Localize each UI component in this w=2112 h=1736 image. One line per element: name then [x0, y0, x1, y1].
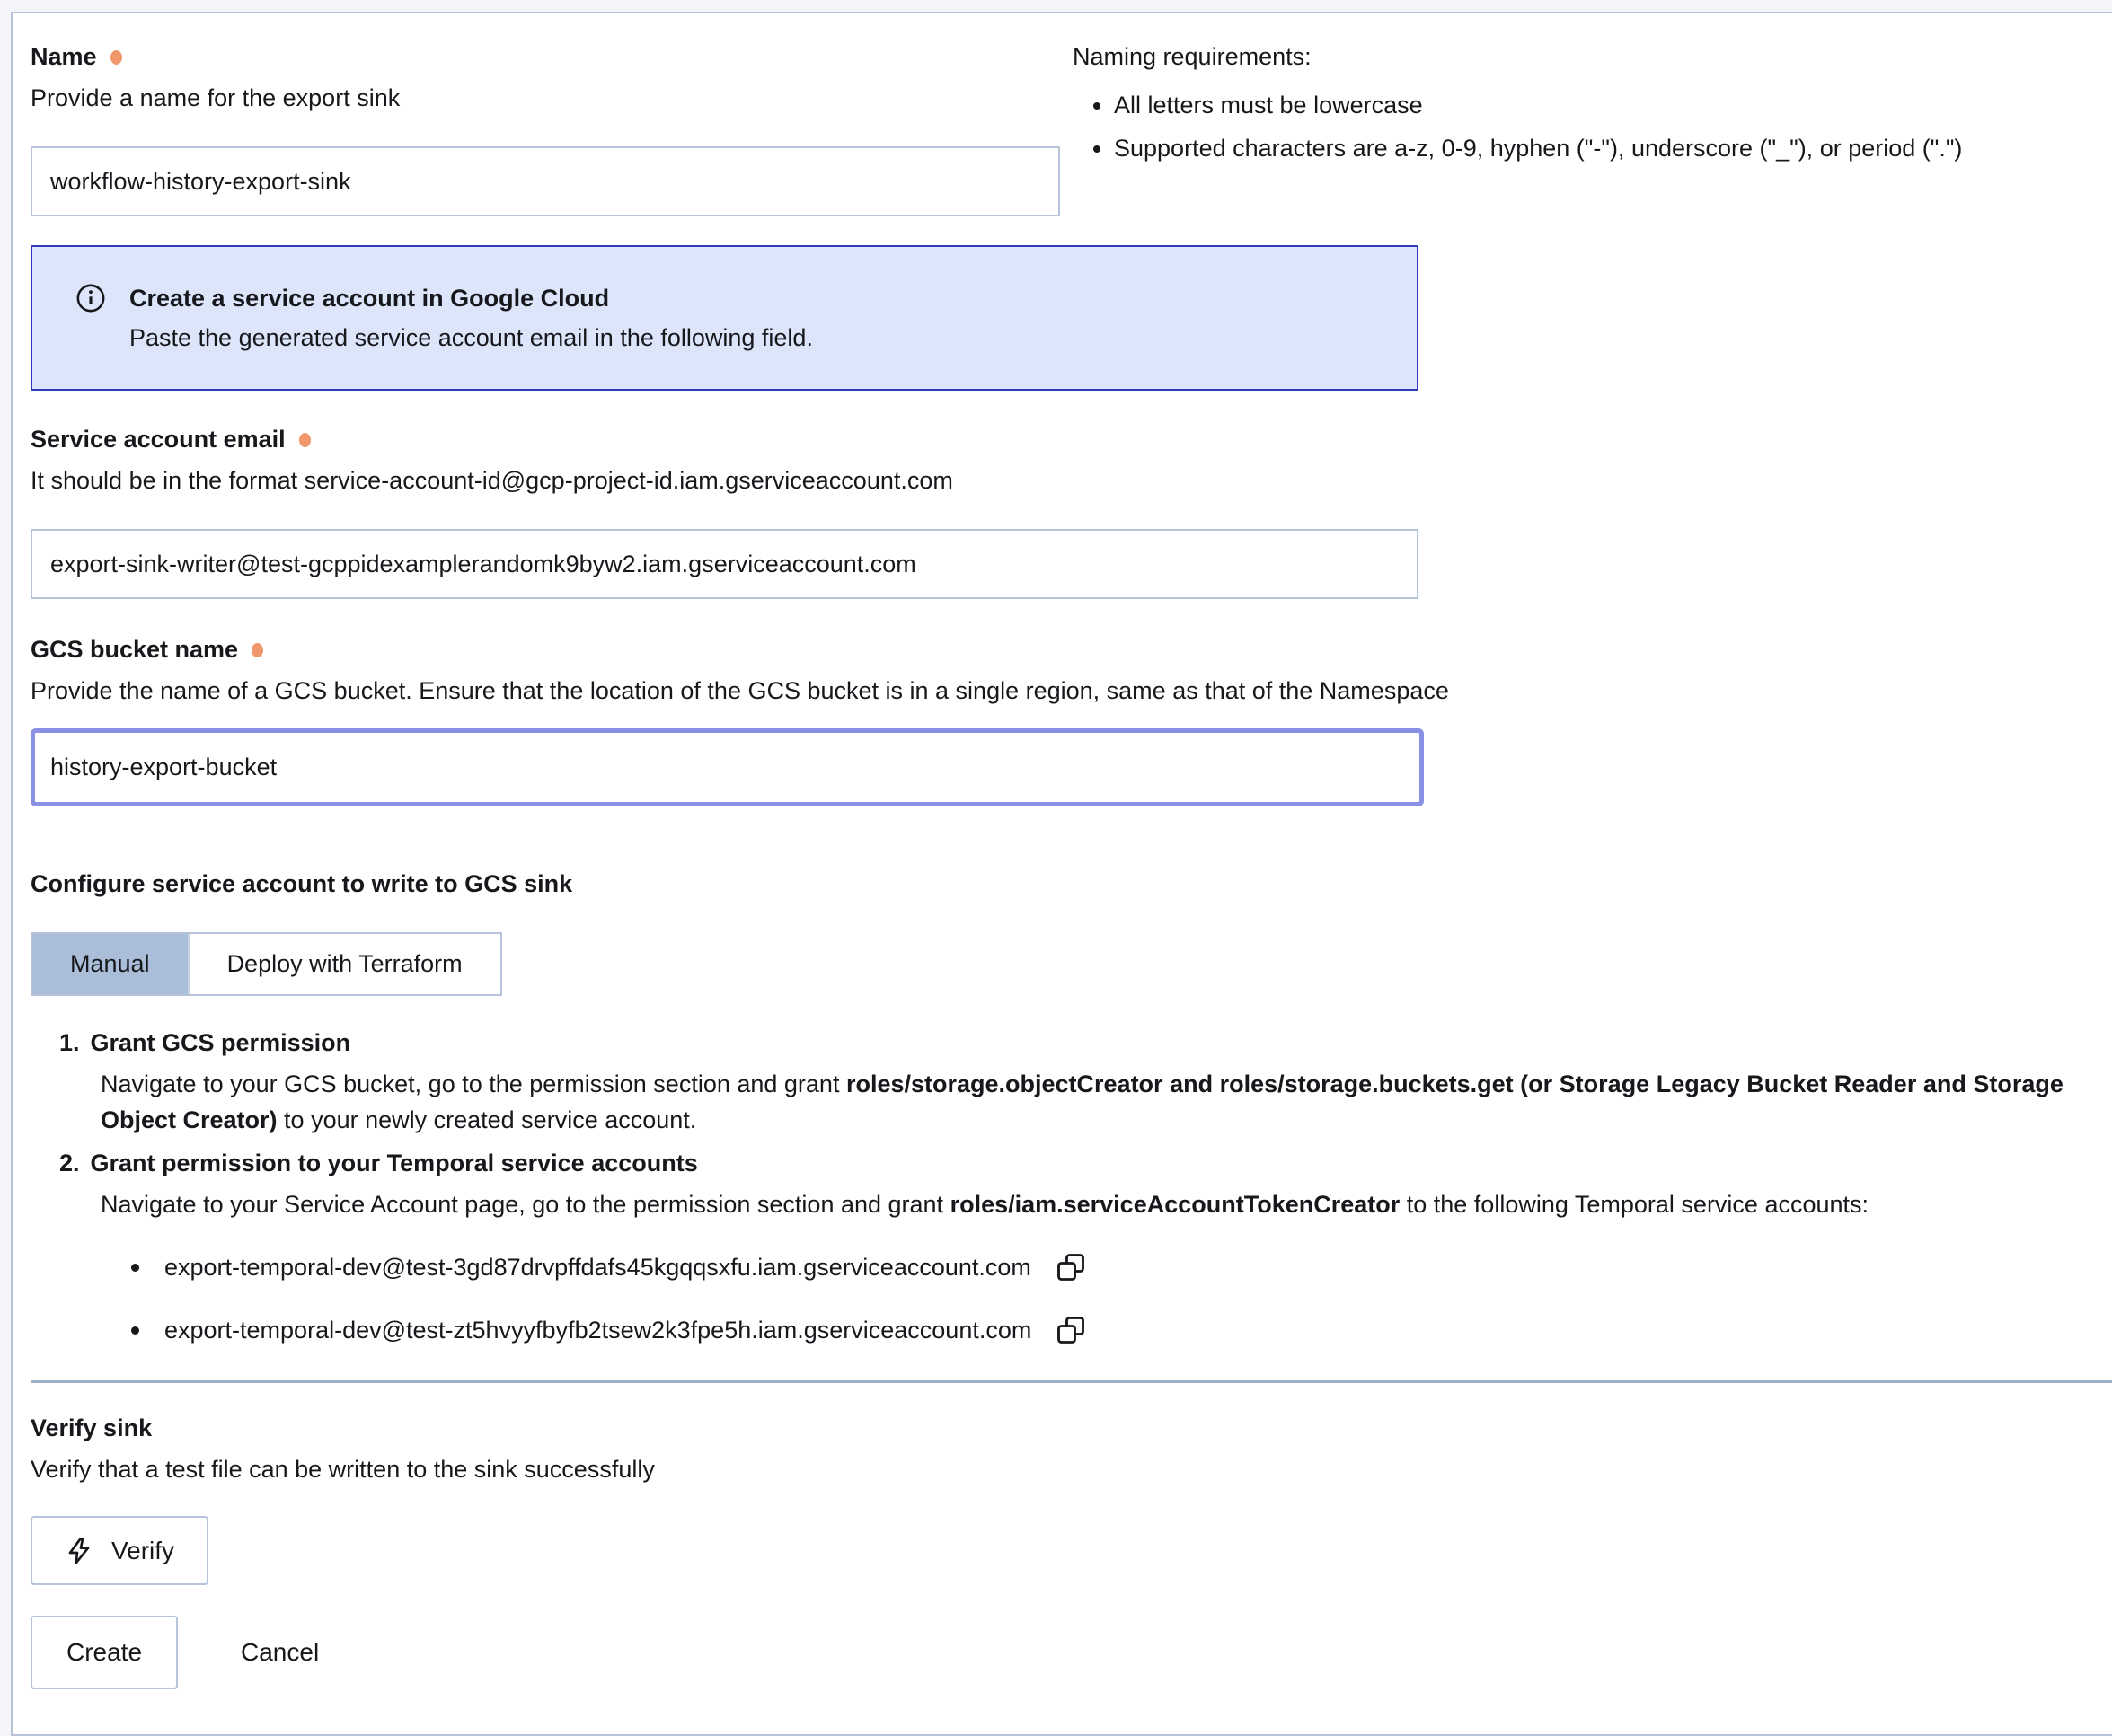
required-dot-icon	[299, 433, 311, 447]
step-title: Grant GCS permission	[90, 1029, 351, 1056]
step-grant-temporal-permission	[31, 1145, 2098, 1222]
copy-icon[interactable]	[1055, 1314, 1087, 1346]
lightning-icon	[65, 1537, 93, 1565]
name-field-description: Provide a name for the export sink	[31, 84, 401, 111]
gcs-bucket-name-label: GCS bucket name	[31, 635, 239, 663]
service-account-info-banner	[31, 245, 1418, 391]
verify-button-label: Verify	[110, 1536, 175, 1564]
section-divider	[31, 1380, 2112, 1383]
verify-sink-description: Verify that a test file can be written to the sink successfully	[31, 1456, 655, 1483]
gcs-bucket-name-description: Provide the name of a GCS bucket. Ensure that the location of the GCS bucket is in a single region, same as that of the Namespace	[31, 677, 1449, 704]
export-sink-form-panel	[11, 12, 2112, 1736]
temporal-service-account-email: export-temporal-dev@test-3gd87drvpffdafs45kgqqsxfu.iam.gserviceaccount.com	[164, 1253, 1031, 1281]
temporal-service-account-row	[131, 1246, 2098, 1289]
tab-deploy-with-terraform[interactable]: Deploy with Terraform	[188, 934, 500, 994]
info-banner-title: Create a service account in Google Cloud	[129, 285, 610, 312]
info-icon	[75, 283, 106, 313]
copy-icon[interactable]	[1055, 1251, 1087, 1283]
step-grant-gcs-permission	[31, 1025, 2098, 1138]
service-account-email-description: It should be in the format service-account-id@gcp-project-id.iam.gserviceaccount.com	[31, 467, 953, 494]
configure-section-title: Configure service account to write to GCS sink	[31, 870, 573, 897]
bullet-dot	[131, 1326, 139, 1335]
step-body: Navigate to your Service Account page, go to the permission section and grant roles/iam.serviceAccountTokenCreator to the following Temporal service accounts:	[101, 1191, 1869, 1218]
bullet-dot	[131, 1264, 139, 1272]
verify-button[interactable]	[31, 1516, 208, 1585]
step-number: 1.	[59, 1029, 80, 1056]
configure-tabs	[31, 932, 502, 996]
temporal-service-account-email: export-temporal-dev@test-zt5hvyyfbyfb2tsew2k3fpe5h.iam.gserviceaccount.com	[164, 1316, 1032, 1344]
step-title: Grant permission to your Temporal service accounts	[90, 1150, 698, 1176]
step-number: 2.	[59, 1150, 80, 1176]
cancel-button[interactable]: Cancel	[203, 1616, 357, 1689]
service-account-email-input[interactable]	[31, 529, 1418, 599]
required-dot-icon	[110, 50, 122, 65]
name-field-label: Name	[31, 42, 97, 70]
naming-requirements	[1073, 39, 2098, 166]
step-body: Navigate to your GCS bucket, go to the permission section and grant roles/storage.objectCreator and roles/storage.buckets.get (or Storage Legacy Bucket Reader and Storage Object Creator) to your newly created service account.	[101, 1071, 2063, 1133]
temporal-service-account-row	[131, 1309, 2098, 1352]
tab-manual[interactable]: Manual	[32, 934, 188, 994]
naming-requirement-item: • All letters must be lowercase	[1114, 87, 2090, 123]
create-button[interactable]: Create	[31, 1616, 178, 1689]
naming-requirements-title: Naming requirements:	[1073, 43, 1312, 70]
service-account-email-label: Service account email	[31, 425, 286, 453]
verify-sink-title: Verify sink	[31, 1414, 153, 1441]
name-input[interactable]	[31, 146, 1060, 216]
required-dot-icon	[252, 643, 263, 657]
naming-requirement-item: • Supported characters are a-z, 0-9, hyphen ("-"), underscore ("_"), or period (".")	[1114, 130, 2090, 166]
gcs-bucket-name-input[interactable]	[31, 728, 1424, 806]
info-banner-body: Paste the generated service account email in the following field.	[129, 324, 813, 351]
